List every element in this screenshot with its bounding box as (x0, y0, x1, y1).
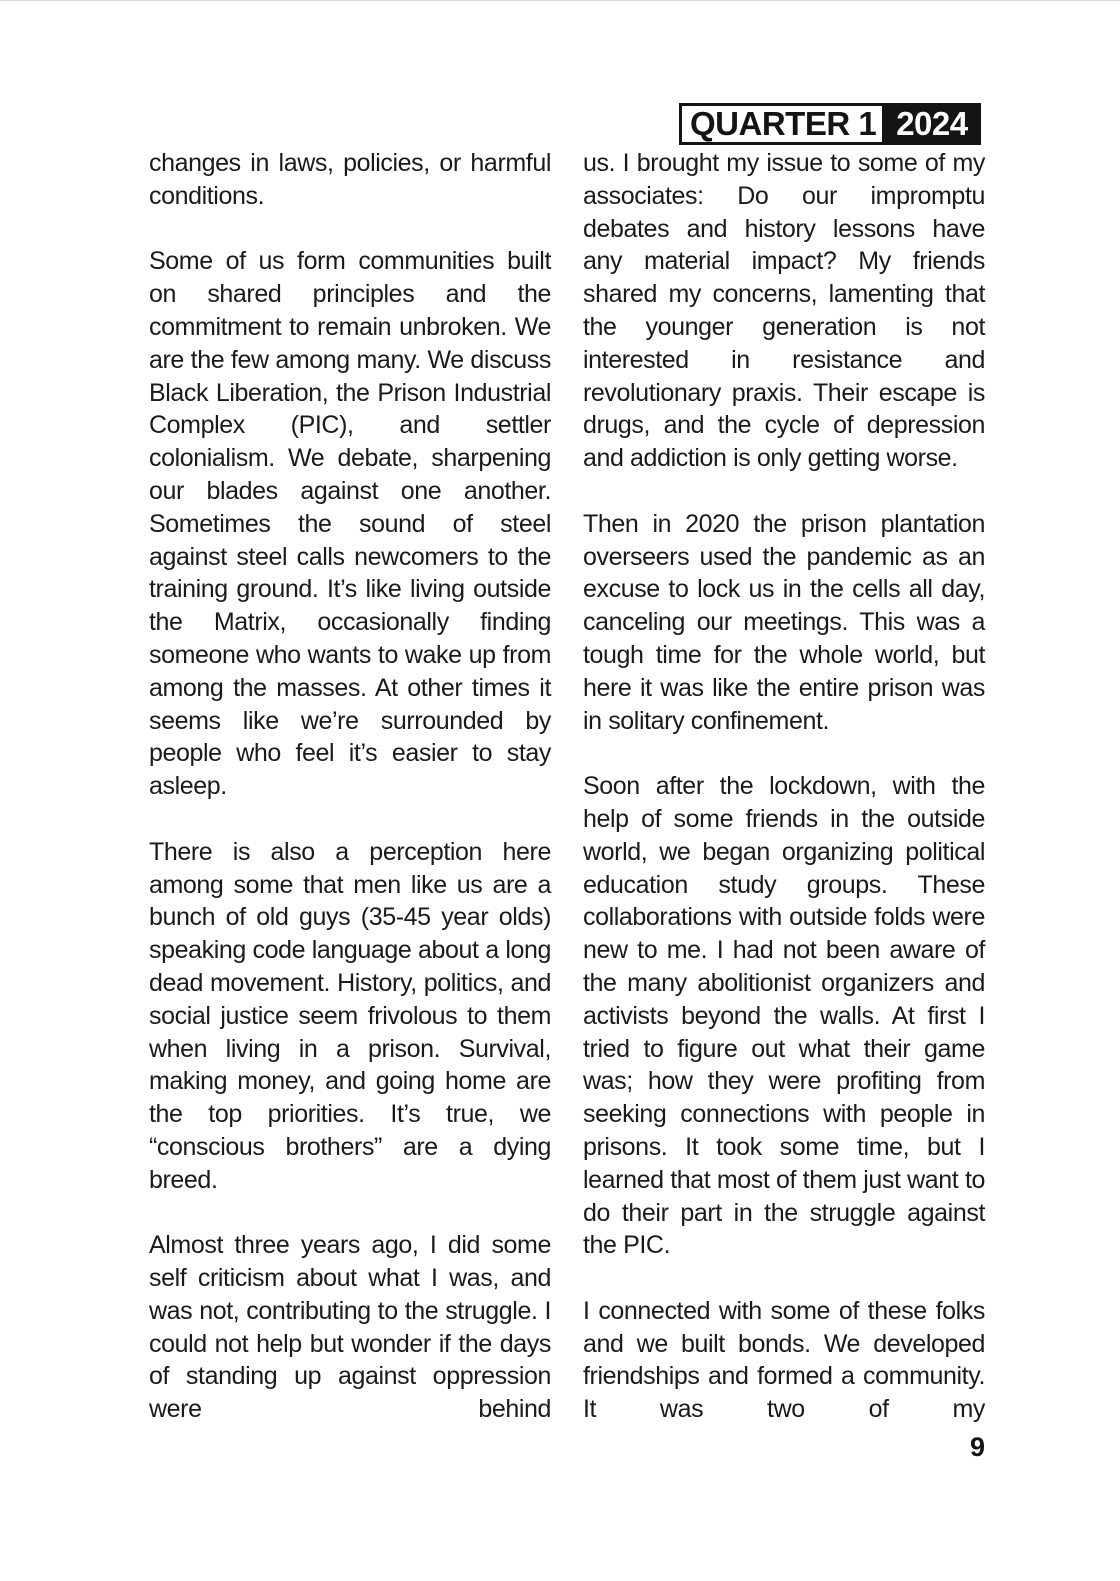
left-column (149, 147, 551, 1459)
paragraph: There is also a perception here among some that men like us are a bunch of old guys (35-45 year olds) speaking code language about a long dead movement. History, politics, and social justice seem frivolous to them when living in a prison. Survival, making money, and going home are the top priorities. It’s true, we “conscious brothers” are a dying breed. (149, 837, 551, 1194)
quarter-label: QUARTER 1 (682, 106, 882, 142)
paragraph: us. I brought my issue to some of my associates: Do our impromptu debates and history lessons have any material impact? My friends shared my concerns, lamenting that the younger generation is not interested in resistance and revolutionary praxis. Their escape is drugs, and the cycle of depression and addiction is only getting worse. (583, 149, 985, 473)
paragraph: I connected with some of these folks and we built bonds. We developed friendships and formed a community. It was two of my (583, 1296, 985, 1424)
right-column (583, 147, 985, 1459)
issue-badge (679, 103, 981, 145)
paragraph: Then in 2020 the prison plantation overseers used the pandemic as an excuse to lock us in the cells all day, canceling our meetings. This was a tough time for the whole world, but here it was like the entire prison was in solitary confinement. (583, 509, 985, 735)
paragraph: Almost three years ago, I did some self criticism about what I was, and was not, contributing to the struggle. I could not help but wonder if the days of standing up against oppression were behind (149, 1231, 551, 1424)
page-number: 9 (969, 1432, 985, 1462)
paragraph: Some of us form communities built on shared principles and the commitment to remain unbroken. We are the few among many. We discuss Black Liberation, the Prison Industrial Complex (PIC), and settler colonialism. We debate, sharpening our blades against one another. Sometimes the sound of steel against steel calls newcomers to the training ground. It’s like living outside the Matrix, occasionally finding someone who wants to wake up from among the masses. At other times it seems like we’re surrounded by people who feel it’s easier to stay asleep. (149, 247, 551, 801)
paragraph: Soon after the lockdown, with the help of some friends in the outside world, we began organizing political education study groups. These collaborations with outside folds were new to me. I had not been aware of the many abolitionist organizers and activists beyond the walls. At first I tried to figure out what their game was; how they were profiting from seeking connections with people in prisons. It took some time, but I learned that most of them just want to do their part in the struggle against the PIC. (583, 772, 985, 1260)
year-label: 2024 (882, 106, 977, 142)
paragraph: changes in laws, policies, or harmful conditions. (149, 149, 551, 210)
